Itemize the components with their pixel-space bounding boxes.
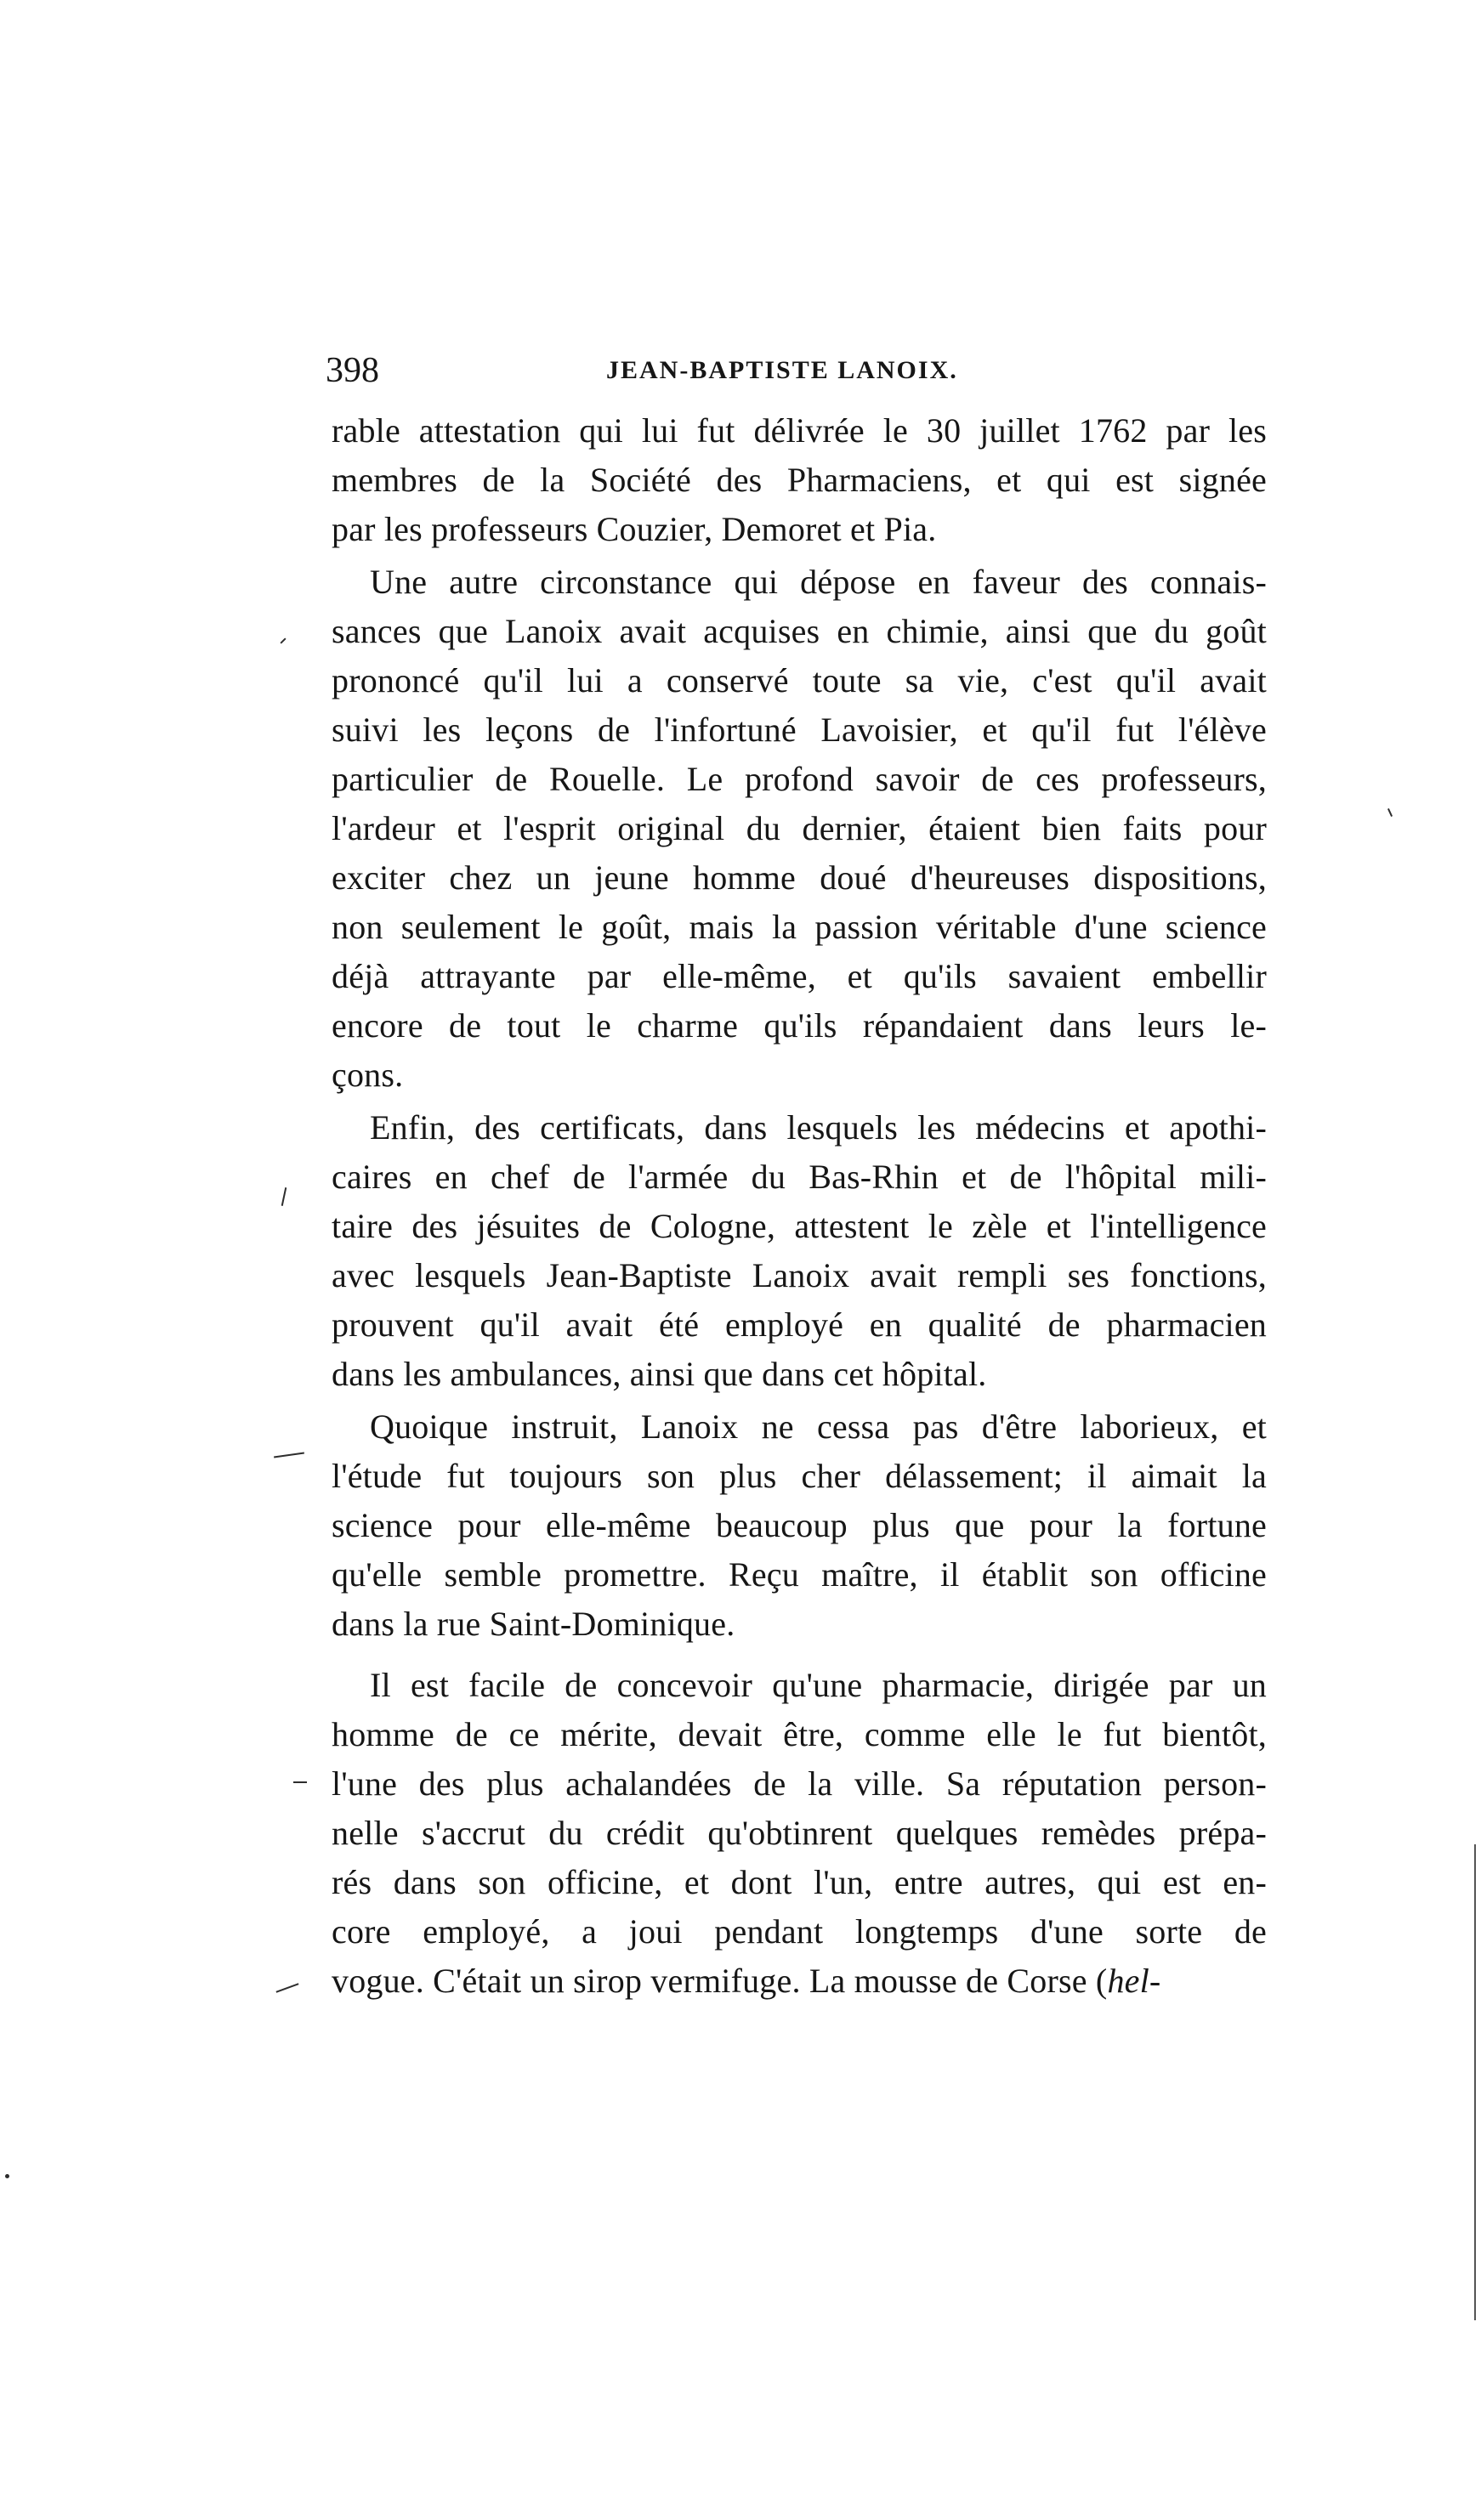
body-line-4: Une autre circonstance qui dépose en faveur des connais- (370, 563, 1267, 601)
body-line-16: caires en chef de l'armée du Bas-Rhin et de l'hôpital mili- (332, 1158, 1267, 1196)
margin-mark (280, 637, 286, 643)
margin-rule (1474, 1844, 1476, 2320)
body-line-17: taire des jésuites de Cologne, attestent le zèle et l'intelligence (332, 1207, 1267, 1245)
italic-continuation: hel- (1107, 1962, 1161, 2000)
body-line-12: déjà attrayante par elle-même, et qu'ils savaient embellir (332, 957, 1267, 995)
page-header (326, 347, 1278, 394)
body-line-2: membres de la Société des Pharmaciens, et qui est signée (332, 461, 1267, 499)
body-line-28: l'une des plus achalandées de la ville. Sa réputation person- (332, 1764, 1267, 1803)
body-line-24: qu'elle semble promettre. Reçu maître, il établit son officine (332, 1555, 1267, 1594)
body-line-29: nelle s'accrut du crédit qu'obtinrent quelques remèdes prépa- (332, 1814, 1267, 1852)
body-line-18: avec lesquels Jean-Baptiste Lanoix avait rempli ses fonctions, (332, 1256, 1267, 1294)
body-line-9: l'ardeur et l'esprit original du dernier, étaient bien faits pour (332, 809, 1267, 847)
margin-mark (293, 1781, 307, 1783)
body-line-7: suivi les leçons de l'infortuné Lavoisier, et qu'il fut l'élève (332, 711, 1267, 749)
body-line-26: Il est facile de concevoir qu'une pharmacie, dirigée par un (370, 1666, 1267, 1704)
body-line-25: dans la rue Saint-Dominique. (332, 1605, 735, 1643)
body-line-32-text: vogue. C'était un sirop vermifuge. La mousse de Corse ( (332, 1962, 1108, 2000)
body-line-5: sances que Lanoix avait acquises en chimie, ainsi que du goût (332, 612, 1267, 650)
body-line-32 (332, 1957, 1267, 2006)
body-line-30: rés dans son officine, et dont l'un, entre autres, qui est en- (332, 1863, 1267, 1901)
body-line-6: prononcé qu'il lui a conservé toute sa vie, c'est qu'il avait (332, 661, 1267, 699)
body-line-31: core employé, a joui pendant longtemps d'une sorte de (332, 1912, 1267, 1951)
scan-speck (5, 2174, 9, 2178)
body-line-14: çons. (332, 1056, 404, 1094)
body-line-10: exciter chez un jeune homme doué d'heureuses dispositions, (332, 858, 1267, 897)
body-line-20: dans les ambulances, ainsi que dans cet hôpital. (332, 1355, 987, 1393)
body-line-8: particulier de Rouelle. Le profond savoir de ces professeurs, (332, 760, 1267, 798)
body-line-27: homme de ce mérite, devait être, comme elle le fut bientôt, (332, 1715, 1267, 1753)
body-line-13: encore de tout le charme qu'ils répandaient dans leurs le- (332, 1006, 1267, 1045)
margin-mark (281, 1187, 287, 1206)
margin-mark (1387, 808, 1393, 817)
body-line-1: rable attestation qui lui fut délivrée le 30 juillet 1762 par les (332, 411, 1267, 450)
page-number: 398 (326, 351, 379, 390)
body-line-19: prouvent qu'il avait été employé en qualité de pharmacien (332, 1305, 1267, 1344)
body-line-15: Enfin, des certificats, dans lesquels les médecins et apothi- (370, 1108, 1267, 1147)
body-line-3: par les professeurs Couzier, Demoret et Pia. (332, 510, 937, 548)
margin-mark (276, 1983, 299, 1992)
body-line-21: Quoique instruit, Lanoix ne cessa pas d'être laborieux, et (370, 1407, 1267, 1446)
body-line-23: science pour elle-même beaucoup plus que pour la fortune (332, 1506, 1267, 1544)
running-head: JEAN-BAPTISTE LANOIX. (606, 356, 958, 384)
margin-mark (274, 1453, 304, 1458)
body-line-11: non seulement le goût, mais la passion véritable d'une science (332, 908, 1267, 946)
body-line-22: l'étude fut toujours son plus cher délassement; il aimait la (332, 1457, 1267, 1495)
